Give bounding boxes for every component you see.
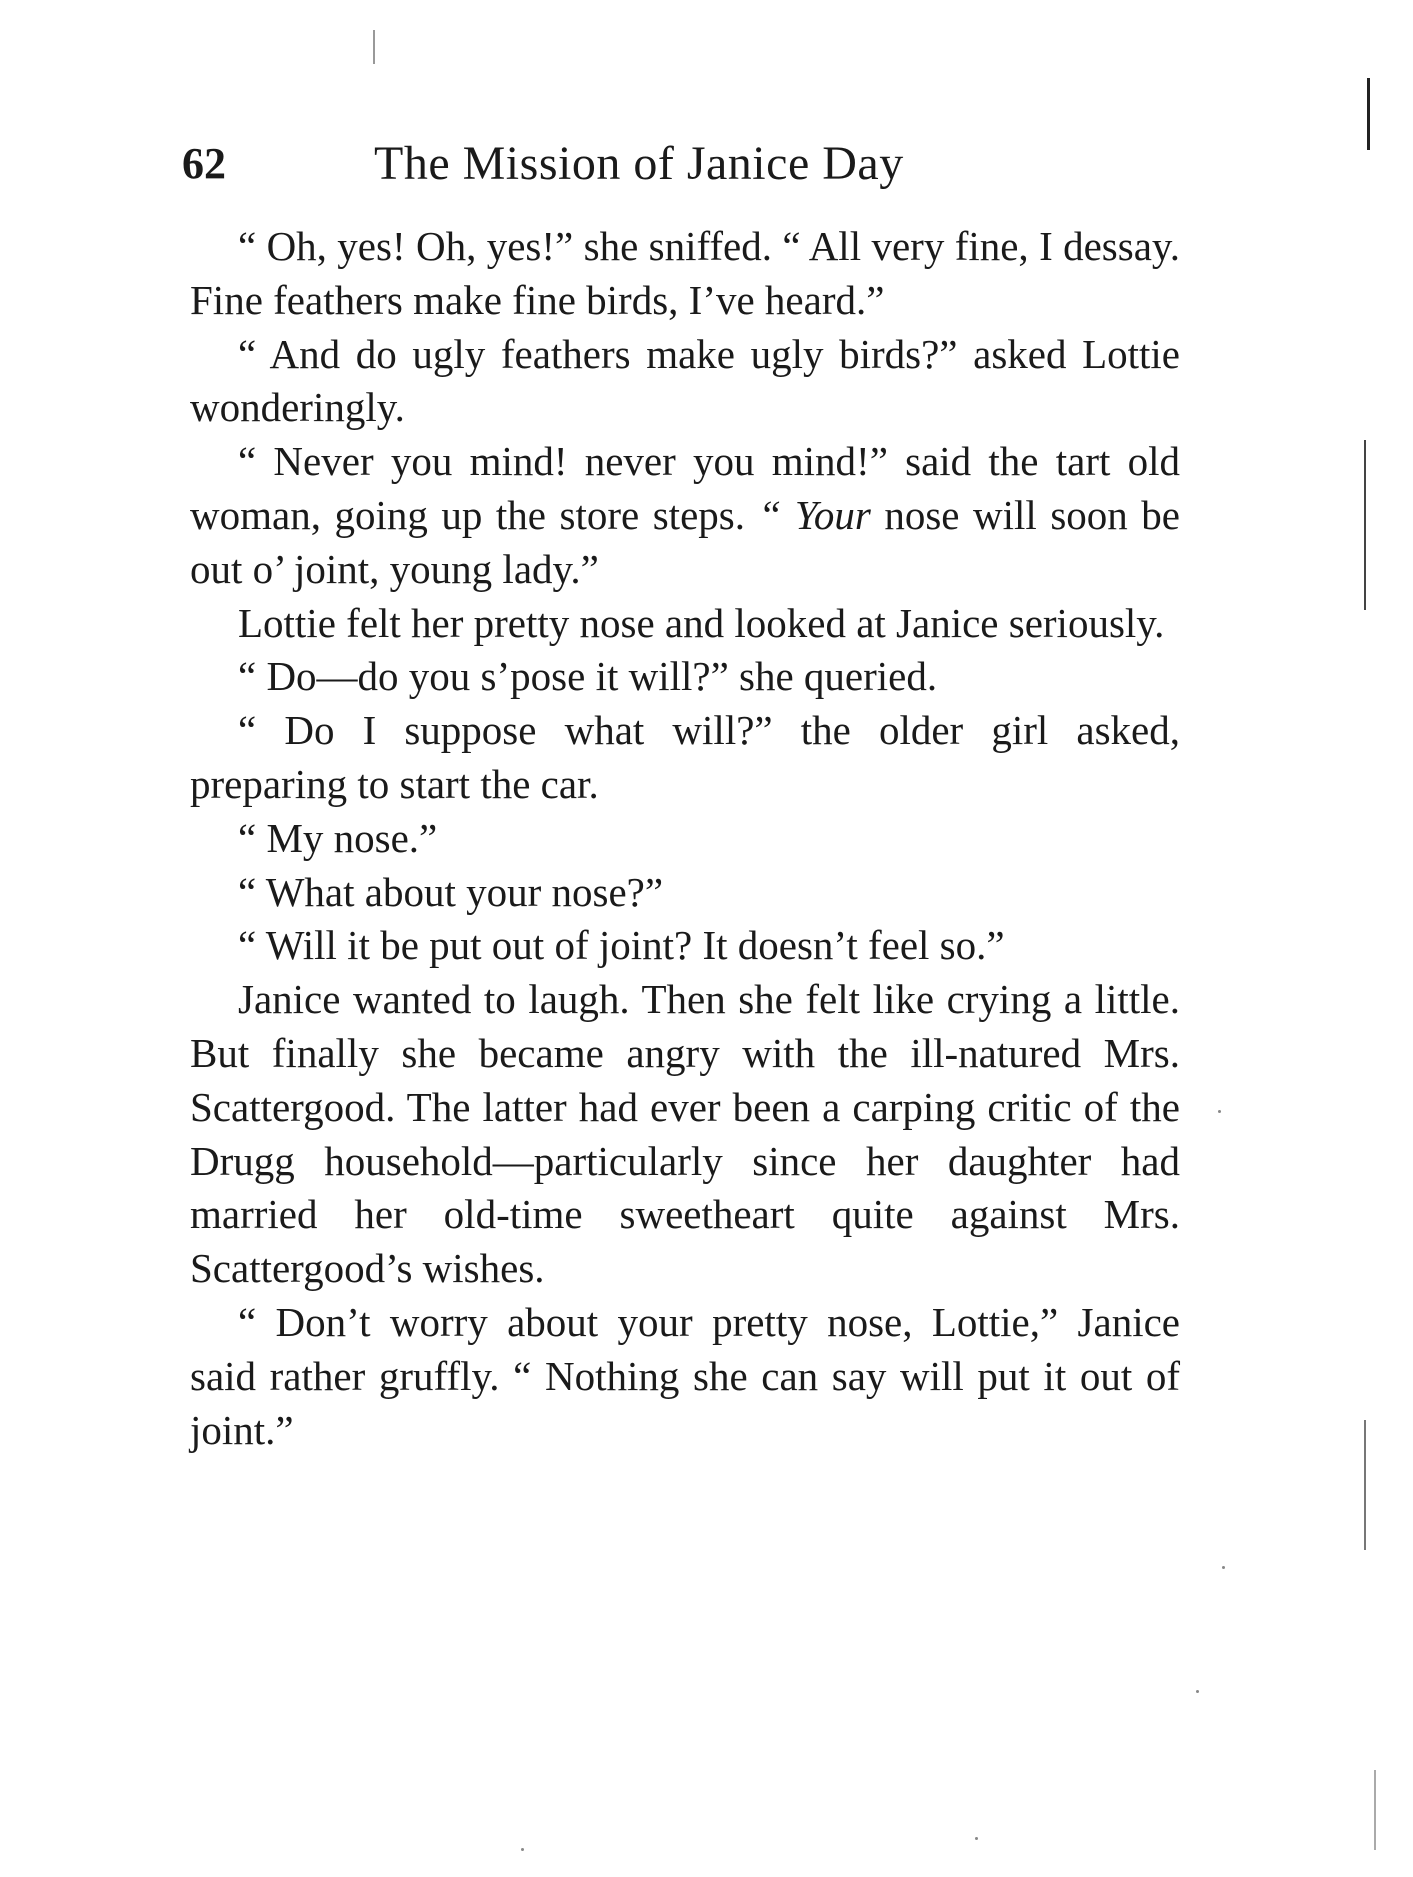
paragraph-text: “ What about your nose?” (238, 868, 664, 915)
body-text (190, 220, 1180, 1457)
paragraph-text: “ And do ugly feathers make ugly birds?” asked Lottie wonderingly. (190, 330, 1180, 431)
scan-speck (1196, 1690, 1199, 1693)
scan-speck (1218, 1110, 1221, 1113)
scan-margin-line (1364, 440, 1366, 610)
paragraph (190, 435, 1180, 596)
paragraph-text: Janice wanted to laugh. Then she felt like crying a little. But finally she became angry with the ill-natured Mrs. Scattergood. The latter had ever been a carping critic of the Drugg household—particularly since her daughter had married her old-time sweetheart quite against Mrs. Scattergood’s wishes. (190, 976, 1180, 1292)
paragraph-text: “ Will it be put out of joint? It doesn’t feel so.” (238, 922, 1005, 969)
scan-margin-line (1374, 1770, 1376, 1850)
paragraph-text: “ Oh, yes! Oh, yes!” she sniffed. “ All very fine, I dessay. Fine feathers make fine birds, I’ve heard.” (190, 223, 1180, 323)
paragraph (190, 919, 1180, 973)
paragraph (190, 220, 1180, 328)
paragraph (190, 704, 1180, 812)
paragraph-text: nose will soon be out o’ joint, young lady.” (190, 491, 1180, 592)
paragraph-text: “ Don’t worry about your pretty nose, Lottie,” Janice said rather gruffly. “ Nothing she can say will put it out of joint.” (190, 1298, 1180, 1453)
paragraph (190, 1296, 1180, 1457)
scan-speck (1222, 1566, 1225, 1569)
paragraph-text: “ Do I suppose what will?” the older girl asked, preparing to start the car. (190, 707, 1180, 807)
page-header (182, 134, 1182, 194)
page-number: 62 (182, 139, 226, 188)
paragraph-text: “ Never you mind! never you mind!” said the tart old woman, going up the store steps. (190, 438, 1180, 538)
italic-text: “ Your (758, 491, 871, 538)
scan-speck (521, 1848, 524, 1851)
scan-mark (373, 30, 375, 64)
scan-speck (975, 1837, 978, 1840)
paragraph-text: Lottie felt her pretty nose and looked at Janice seriously. (238, 599, 1165, 646)
paragraph (190, 812, 1180, 866)
paragraph (190, 866, 1180, 920)
scan-margin-line (1364, 1420, 1366, 1550)
paragraph (190, 597, 1180, 651)
paragraph (190, 973, 1180, 1296)
paragraph (190, 650, 1180, 704)
paragraph-text: “ My nose.” (238, 814, 438, 861)
paragraph (190, 328, 1180, 436)
paragraph-text: “ Do—do you s’pose it will?” she queried. (238, 653, 938, 700)
running-title: The Mission of Janice Day (374, 137, 904, 190)
scan-margin-line (1367, 78, 1370, 150)
